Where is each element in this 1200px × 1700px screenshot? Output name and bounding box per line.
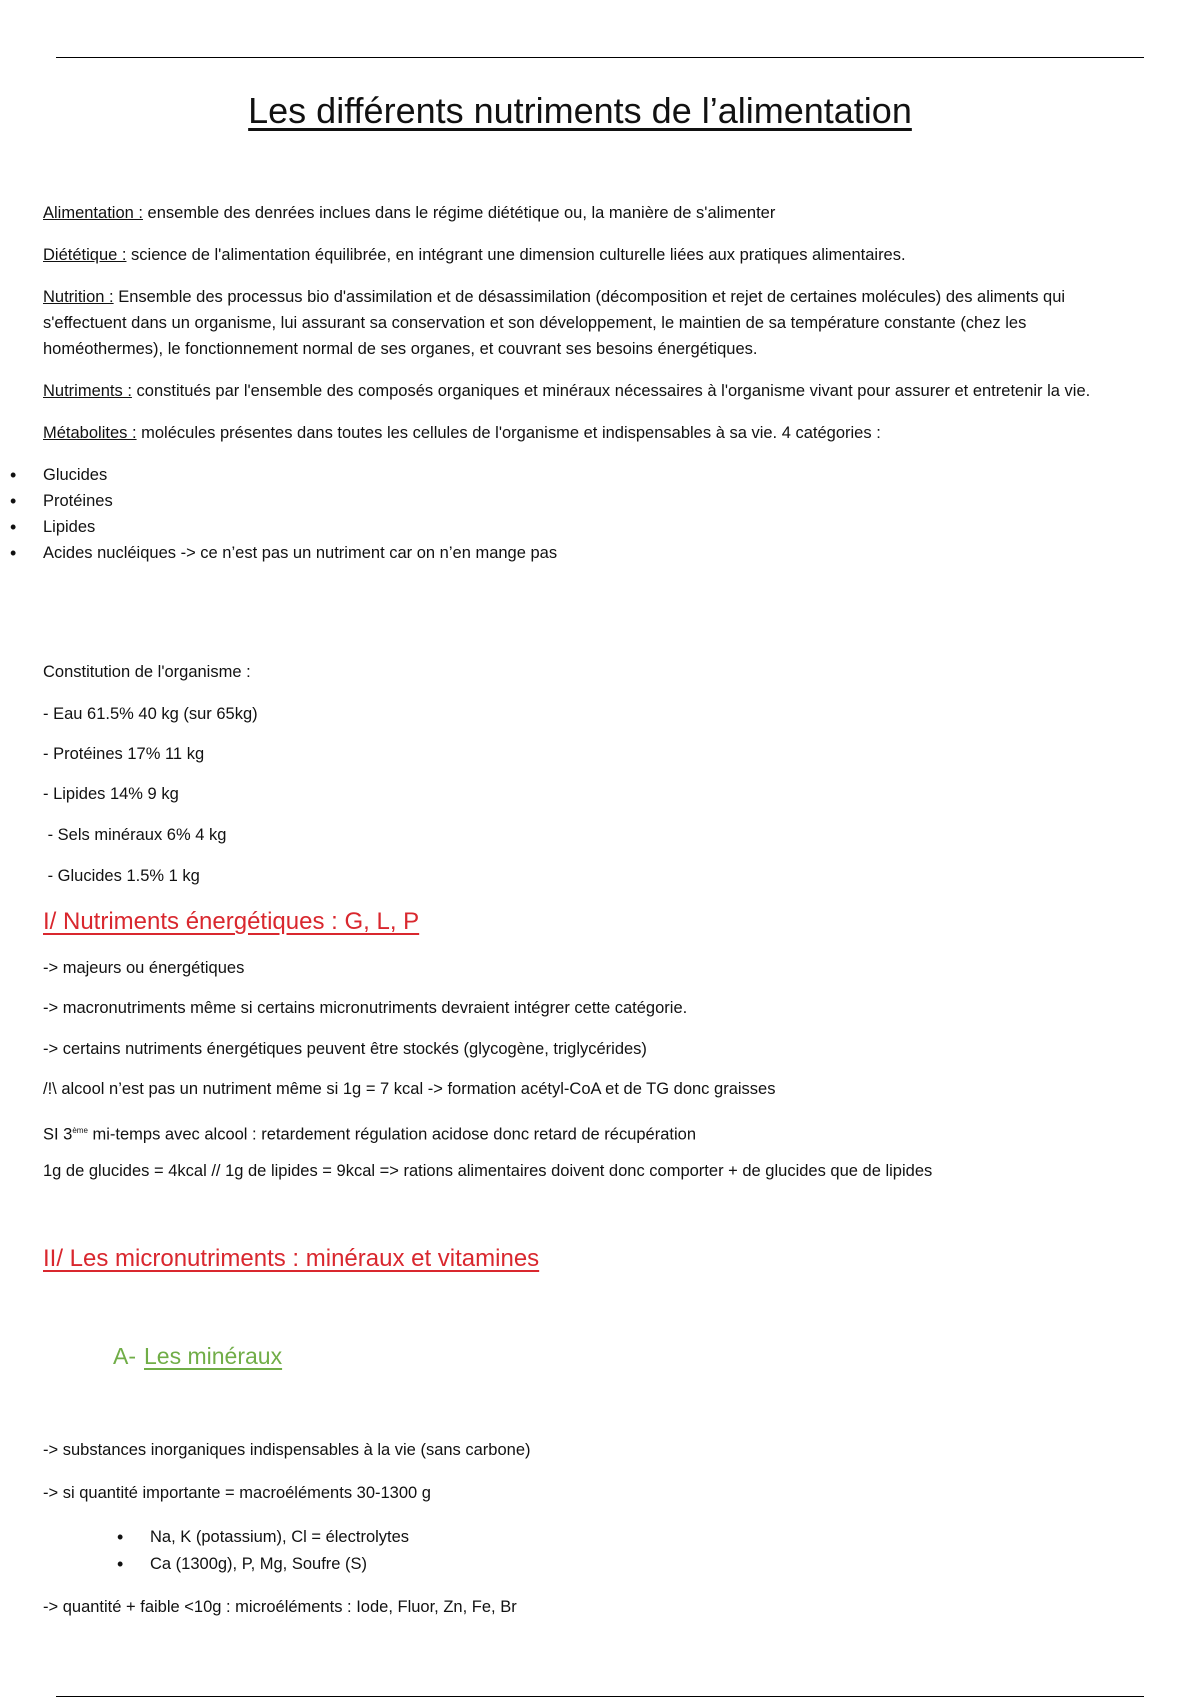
- definition-text: molécules présentes dans toutes les cellules de l'organisme et indispensables à sa vie. 4 catégories :: [136, 424, 881, 442]
- definitions-block: [43, 200, 1123, 566]
- superscript: ème: [72, 1126, 88, 1135]
- line-suffix: mi-temps avec alcool : retardement régulation acidose donc retard de récupération: [87, 1125, 696, 1144]
- constitution-line: - Eau 61.5% 40 kg (sur 65kg): [43, 705, 258, 723]
- definition-term: Alimentation :: [43, 204, 143, 222]
- list-item: • Glucides: [43, 462, 1123, 488]
- definition-term: Nutrition :: [43, 288, 114, 306]
- constitution-line: - Protéines 17% 11 kg: [43, 745, 205, 763]
- section1-line-alcool: [43, 1120, 696, 1146]
- subsection-label: Les minéraux: [144, 1343, 283, 1369]
- definition-text: science de l'alimentation équilibrée, en intégrant une dimension culturelle liées aux pratiques alimentaires.: [126, 246, 906, 264]
- section2-line: -> si quantité importante = macroéléments 30-1300 g: [43, 1484, 431, 1502]
- section2-heading: II/ Les micronutriments : minéraux et vitamines: [43, 1245, 540, 1272]
- constitution-heading: Constitution de l'organisme :: [43, 663, 251, 681]
- section1-line: -> majeurs ou énergétiques: [43, 959, 245, 977]
- constitution-line: - Glucides 1.5% 1 kg: [43, 867, 200, 885]
- list-item: • Acides nucléiques -> ce n’est pas un nutriment car on n’en mange pas: [43, 540, 1123, 566]
- bottom-rule: [56, 1696, 1144, 1697]
- definition-dietetique: [43, 242, 1123, 268]
- definition-text: ensemble des denrées inclues dans le régime diététique ou, la manière de s'alimenter: [142, 204, 776, 222]
- definition-metabolites: [43, 420, 1123, 446]
- definition-term: Métabolites :: [43, 424, 137, 442]
- section1-line: 1g de glucides = 4kcal // 1g de lipides = 9kcal => rations alimentaires doivent donc comporter + de glucides que de lipides: [43, 1162, 933, 1180]
- subsection-letter: A-: [113, 1343, 136, 1369]
- top-rule: [56, 57, 1144, 58]
- section1-line: /!\ alcool n’est pas un nutriment même si 1g = 7 kcal -> formation acétyl-CoA et de TG donc graisses: [43, 1080, 776, 1098]
- subsection-a-heading: [113, 1343, 282, 1370]
- list-item: • Lipides: [43, 514, 1123, 540]
- list-item: • Na, K (potassium), Cl = électrolytes: [150, 1524, 409, 1551]
- section2-line: -> substances inorganiques indispensables à la vie (sans carbone): [43, 1441, 531, 1459]
- definition-alimentation: [43, 200, 1123, 226]
- definition-text: Ensemble des processus bio d'assimilation et de désassimilation (décomposition et rejet de certaines molécules) des aliments qui s'effectuent dans un organisme, lui assurant sa conservation et son développement, le maintien de sa température constante (chez les homéothermes), le fonctionnement normal de ses organes, et couvrant ses besoins énergétiques.: [43, 288, 1066, 358]
- constitution-line: - Lipides 14% 9 kg: [43, 785, 179, 803]
- line-prefix: SI 3: [43, 1125, 73, 1144]
- list-item: • Ca (1300g), P, Mg, Soufre (S): [150, 1551, 409, 1578]
- section1-line: -> macronutriments même si certains micronutriments devraient intégrer cette catégorie.: [43, 999, 688, 1017]
- section1-line: -> certains nutriments énergétiques peuvent être stockés (glycogène, triglycérides): [43, 1040, 647, 1058]
- definition-text: constitués par l'ensemble des composés organiques et minéraux nécessaires à l'organisme vivant pour assurer et entretenir la vie.: [131, 382, 1091, 400]
- section2-line: -> quantité + faible <10g : microéléments : Iode, Fluor, Zn, Fe, Br: [43, 1598, 517, 1616]
- list-item: • Protéines: [43, 488, 1123, 514]
- definition-term: Diététique :: [43, 246, 127, 264]
- page-title: Les différents nutriments de l’alimentation: [248, 90, 912, 131]
- minerals-list: [150, 1524, 409, 1578]
- definition-term: Nutriments :: [43, 382, 132, 400]
- definition-nutrition: [43, 284, 1123, 362]
- definition-nutriments: [43, 378, 1123, 404]
- constitution-line: - Sels minéraux 6% 4 kg: [43, 826, 227, 844]
- section1-heading: I/ Nutriments énergétiques : G, L, P: [43, 908, 420, 935]
- metabolites-list: [43, 462, 1123, 566]
